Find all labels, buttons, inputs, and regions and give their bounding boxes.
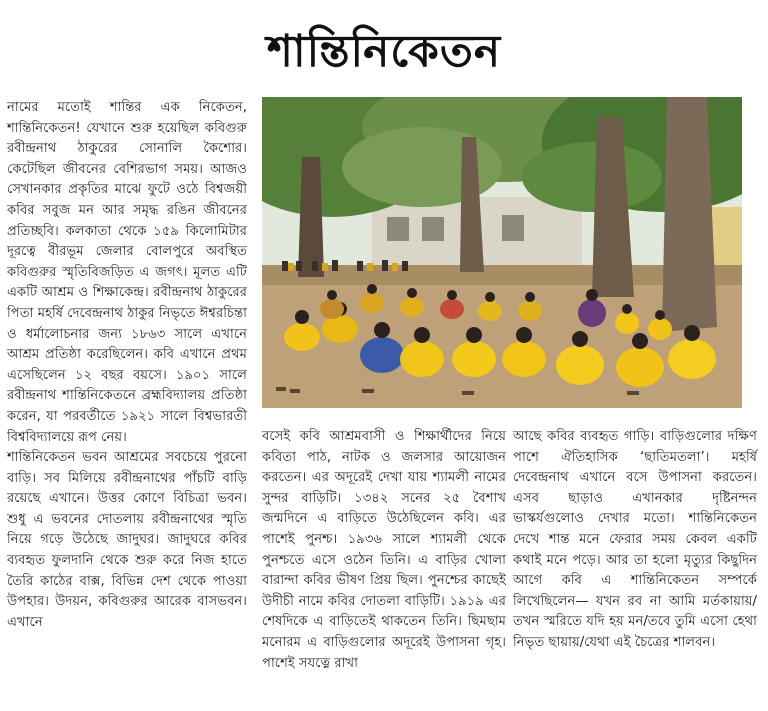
article-paragraph: বসেই কবি আশ্রমবাসী ও শিক্ষার্থীদের নিয়ে কবিতা পাঠ, নাটক ও জলসার আয়োজন করতেন। এর অদূরেই দেখা যায় শ্যামলী নামের সুন্দর বাড়িটি। ১৩৪২ সনের ২৫ বৈশাখ জন্মদিনে এ বাড়িতে উঠেছিলেন কবি। এর পাশেই পুনশ্চ। ১৯৩৬ সালে শ্যামলী থেকে পুনশ্চতে এসে ওঠেন তিনি। এ বাড়ির খোলা বারান্দা কবির ভীষণ প্রিয় ছিল। পুনশ্চের কাছেই উদীচী নামে কবির দোতলা বাড়িটি। ১৯১৯ এর শেষদিকে এ বাড়িতেই থাকতেন তিনি। ছিমছাম মনোরম এ বাড়িগুলোর অদূরেই উপাসনা গৃহ। পাশেই সযত্নে রাখা	[262, 429, 506, 671]
article-photo	[262, 97, 742, 408]
article-column-2	[262, 427, 506, 674]
article-paragraph: শান্তিনিকেতন ভবন আশ্রমের সবচেয়ে পুরনো বাড়ি। সব মিলিয়ে রবীন্দ্রনাথের পাঁচটি বাড়ি রয়েছে এখানে। উত্তর কোণে বিচিত্রা ভবন। শুধু এ ভবনের দোতলায় রবীন্দ্রনাথের স্মৃতি নিয়ে গড়ে উঠেছে জাদুঘর। জাদুঘরে কবির ব্যবহৃত ফুলদানি থেকে শুরু করে নিজ হাতে তৈরি কাঠের বাক্স, বিভিন্ন দেশ থেকে পাওয়া উপহার। উদয়ন, কবিগুরুর আরেক বাসভবন। এখানে	[7, 450, 247, 630]
article-headline: শান্তিনিকেতন	[266, 26, 502, 77]
article-paragraph: নামের মতোই শান্তির এক নিকেতন, শান্তিনিকেতন! যেখানে শুরু হয়েছিল কবিগুরু রবীন্দ্রনাথ ঠাকুরের সোনালি কৈশোর। কেটেছিল জীবনের বেশিরভাগ সময়। আজও সেখানকার প্রকৃতির মাঝে ফুটে ওঠে বিশ্বজয়ী কবির সবুজ মন আর সমৃদ্ধ রঙিন জীবনের প্রতিচ্ছবি। কলকাতা থেকে ১৫৯ কিলোমিটার দূরত্বে বীরভূম জেলার বোলপুরে অবস্থিত কবিগুরুর স্মৃতিবিজড়িত এ জগৎ। মূলত এটি একটি আশ্রম ও শিক্ষাকেন্দ্র। রবীন্দ্রনাথ ঠাকুরের পিতা মহর্ষি দেবেন্দ্রনাথ ঠাকুর নিভৃতে ঈশ্বরচিন্তা ও ধর্মালোচনার জন্য ১৮৬৩ সালে এখানে আশ্রম প্রতিষ্ঠা করেছিলেন। কবি এখানে প্রথম এসেছিলেন ১২ বছর বয়সে। ১৯০১ সালে রবীন্দ্রনাথ শান্তিনিকেতনে ব্রহ্মবিদ্যালয় প্রতিষ্ঠা করেন, যা পরবর্তীতে ১৯২১ সালে বিশ্বভারতী বিশ্ববিদ্যালয়ে রূপ নেয়।	[7, 100, 247, 445]
students-under-trees-photo	[262, 97, 742, 408]
article-column-3	[513, 427, 757, 654]
article-column-1	[7, 98, 247, 633]
article-paragraph: আছে কবির ব্যবহৃত গাড়ি। বাড়িগুলোর দক্ষিণ পাশে ঐতিহাসিক ‘ছাতিমতলা’। মহর্ষি দেবেন্দ্রনাথ এখানে বসে উপাসনা করতেন। এসব ছাড়াও এখানকার দৃষ্টিনন্দন ভাস্কর্যগুলোও দেখার মতো। শান্তিনিকেতন দেখে শান্ত মনে ফেরার সময় কেবল একটি কথাই মনে পড়ে। আর তা হলো মৃত্যুর কিছুদিন আগে কবি এ শান্তিনিকেতন সম্পর্কে লিখেছিলেন— যখন রব না আমি মর্তকায়ায়/তখন স্মরিতে যদি হয় মন/তবে তুমি এসো হেথা নিভৃত ছায়ায়/যেথা এই চৈত্রের শালবন।	[513, 429, 757, 650]
